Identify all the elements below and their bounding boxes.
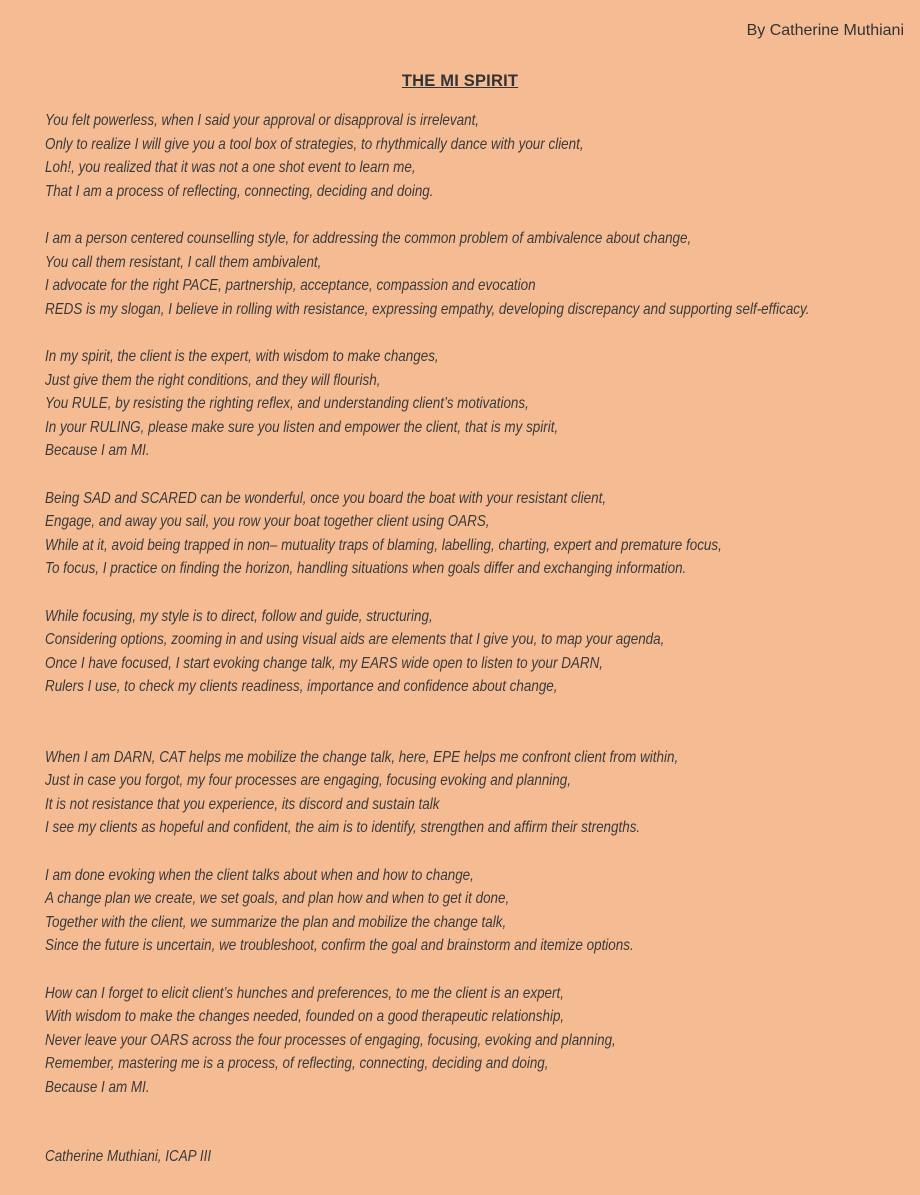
poem-line: Remember, mastering me is a process, of reflecting, connecting, deciding and doing, [45,1055,549,1072]
poem-line: In my spirit, the client is the expert, with wisdom to make changes, [45,348,439,365]
poem-line: How can I forget to elicit client’s hunches and preferences, to me the client is an expert, [45,984,564,1002]
poem-line: Because I am MI. [45,442,150,459]
poem-line: When I am DARN, CAT helps me mobilize the change talk, here, EPE helps me confront client from within, [45,748,679,766]
poem-line: Loh!, you realized that it was not a one shot event to learn me, [45,159,416,176]
poem-line: Engage, and away you sail, you row your boat together client using OARS, [45,513,490,530]
stanza-7 [45,864,780,958]
stanza-8 [45,982,780,1100]
poem-line: You RULE, by resisting the righting reflex, and understanding client’s motivations, [45,395,529,412]
poem-line: Rulers I use, to check my clients readiness, importance and confidence about change, [45,678,558,695]
poem-body [45,109,810,1099]
poem-line: With wisdom to make the changes needed, founded on a good therapeutic relationship, [45,1008,565,1025]
stanza-5 [45,605,780,699]
poem-line: That I am a process of reflecting, connecting, deciding and doing. [45,182,434,200]
poem-line: A change plan we create, we set goals, and plan how and when to get it done, [45,890,510,907]
poem-line: Only to realize I will give you a tool box of strategies, to rhythmically dance with your client, [45,135,584,153]
poem-line: I see my clients as hopeful and confident, the aim is to identify, strengthen and affirm their strengths. [45,819,641,836]
poem-line: REDS is my slogan, I believe in rolling with resistance, expressing empathy, developing discrepancy and supporting self-efficacy. [45,300,810,318]
poem-line: Since the future is uncertain, we troubleshoot, confirm the goal and brainstorm and itemize options. [45,937,634,954]
poem-line: It is not resistance that you experience, its discord and sustain talk [45,795,440,813]
poem-line: While at it, avoid being trapped in non– mutuality traps of blaming, labelling, charting, expert and premature focus, [45,536,722,554]
poem-line: To focus, I practice on finding the horizon, handling situations when goals differ and exchanging information. [45,560,687,577]
poem-line: You felt powerless, when I said your approval or disapproval is irrelevant, [45,112,480,129]
poem-line: Because I am MI. [45,1078,150,1096]
poem-line: Never leave your OARS across the four processes of engaging, focusing, evoking and planning, [45,1031,616,1049]
stanza-2 [45,227,810,321]
stanza-1 [45,109,780,203]
poem-line: Together with the client, we summarize the plan and mobilize the change talk, [45,913,507,931]
stanza-3 [45,345,780,463]
byline: By Catherine Muthiani [746,22,904,39]
poem-line: Being SAD and SCARED can be wonderful, once you board the boat with your resistant client, [45,489,607,507]
stanza-4 [45,487,780,581]
poem-line: I am done evoking when the client talks about when and how to change, [45,866,474,884]
page-title: THE MI SPIRIT [401,72,519,90]
poem-line: While focusing, my style is to direct, follow and guide, structuring, [45,607,433,625]
signature: Catherine Muthiani, ICAP III [45,1148,212,1165]
poem-line: I am a person centered counselling style, for addressing the common problem of ambivalence about change, [45,230,692,247]
poem-line: In your RULING, please make sure you listen and empower the client, that is my spirit, [45,418,559,436]
poem-line: Just in case you forgot, my four processes are engaging, focusing evoking and planning, [45,772,571,789]
stanza-6 [45,746,780,840]
poem-line: You call them resistant, I call them ambivalent, [45,253,322,271]
poem-line: I advocate for the right PACE, partnership, acceptance, compassion and evocation [45,277,536,294]
poem-line: Once I have focused, I start evoking change talk, my EARS wide open to listen to your DARN, [45,654,604,672]
poem-line: Considering options, zooming in and using visual aids are elements that I give you, to map your agenda, [45,631,665,648]
poem-line: Just give them the right conditions, and they will flourish, [45,371,381,389]
